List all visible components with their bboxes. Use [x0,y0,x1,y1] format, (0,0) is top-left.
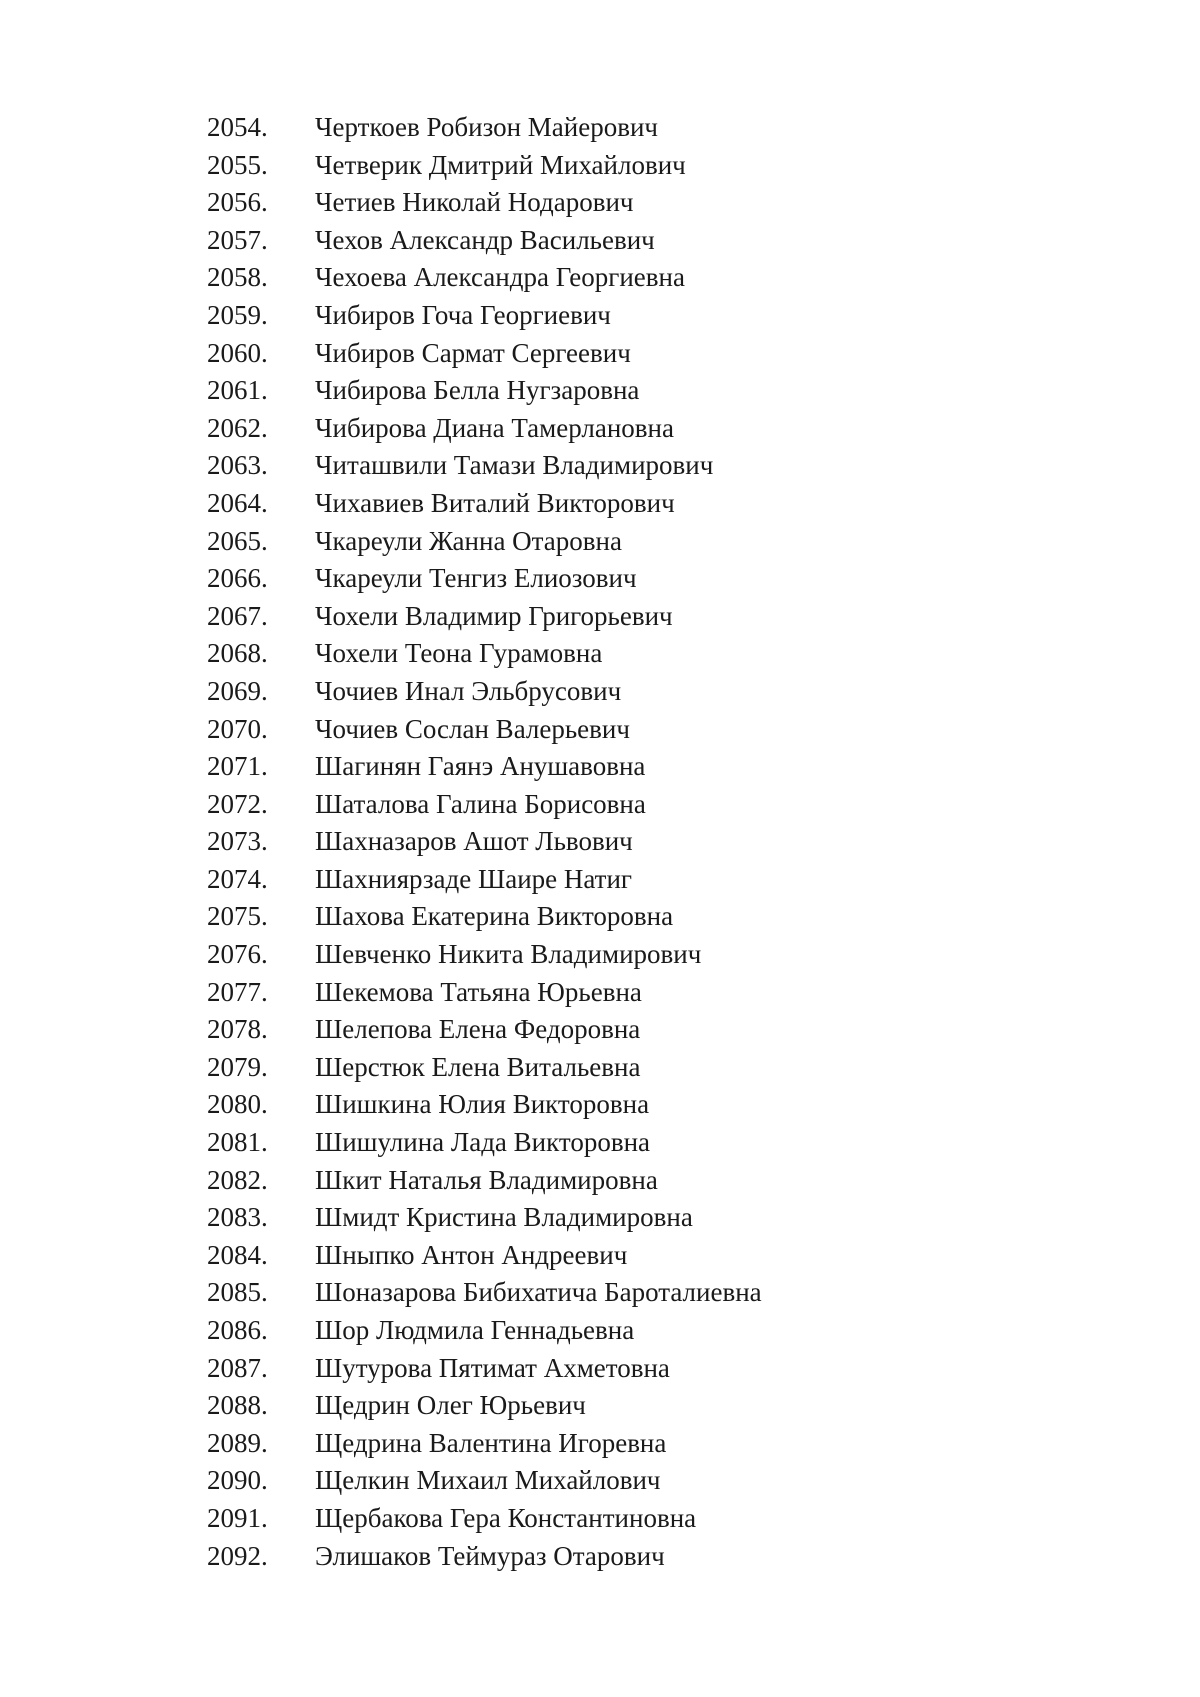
entry-number: 2064. [207,487,268,518]
entry-number: 2058. [207,262,268,293]
entry-number: 2070. [207,713,268,744]
entry-number: 2090. [207,1465,268,1496]
entry-name: Чихавиев Виталий Викторович [315,487,675,518]
entry-name: Щербакова Гера Константиновна [315,1502,697,1533]
entry-name: Шаталова Галина Борисовна [315,788,646,819]
entry-name: Чибиров Сармат Сергеевич [315,337,631,368]
list-item [207,977,762,1015]
list-item [207,563,762,601]
entry-name: Щедрин Олег Юрьевич [315,1390,586,1421]
list-item [207,1240,762,1278]
list-item [207,187,762,225]
list-item [207,1465,762,1503]
entry-name: Чочиев Сослан Валерьевич [315,713,630,744]
entry-name: Чехов Александр Васильевич [315,224,655,255]
entry-number: 2078. [207,1014,268,1045]
list-item [207,676,762,714]
entry-number: 2091. [207,1502,268,1533]
entry-name: Шахниярзаде Шаире Натиг [315,863,632,894]
entry-name: Шныпко Антон Андреевич [315,1239,628,1270]
entry-name: Четверик Дмитрий Михайлович [315,149,686,180]
list-item [207,1052,762,1090]
entry-number: 2068. [207,638,268,669]
entry-number: 2054. [207,112,268,142]
list-item [207,1541,762,1579]
list-item [207,488,762,526]
entry-name: Чочиев Инал Эльбрусович [315,675,622,706]
entry-number: 2060. [207,337,268,368]
entry-name: Шкит Наталья Владимировна [315,1164,658,1195]
entry-name: Чохели Владимир Григорьевич [315,600,673,631]
list-item [207,789,762,827]
entry-name: Шелепова Елена Федоровна [315,1014,641,1045]
entry-name: Щедрина Валентина Игоревна [315,1427,667,1458]
entry-name: Шоназарова Бибихатича Бароталиевна [315,1277,762,1308]
entry-number: 2077. [207,976,268,1007]
entry-number: 2055. [207,149,268,180]
list-item [207,150,762,188]
entry-number: 2071. [207,751,268,782]
entry-name: Шерстюк Елена Витальевна [315,1051,641,1082]
entry-number: 2067. [207,600,268,631]
entry-number: 2069. [207,675,268,706]
list-item [207,526,762,564]
list-item [207,1428,762,1466]
list-item [207,338,762,376]
entry-number: 2075. [207,901,268,932]
entry-number: 2059. [207,299,268,330]
entry-number: 2087. [207,1352,268,1383]
entry-number: 2065. [207,525,268,556]
entry-number: 2092. [207,1540,268,1571]
entry-number: 2061. [207,375,268,406]
list-item [207,1127,762,1165]
entry-number: 2088. [207,1390,268,1421]
entry-number: 2072. [207,788,268,819]
entry-name: Чибирова Белла Нугзаровна [315,375,640,406]
list-item [207,1353,762,1391]
list-item [207,112,762,150]
entry-number: 2079. [207,1051,268,1082]
list-item [207,1315,762,1353]
list-item [207,714,762,752]
list-item [207,1089,762,1127]
list-item [207,1014,762,1052]
list-item [207,1277,762,1315]
entry-number: 2081. [207,1127,268,1158]
list-item [207,1202,762,1240]
entry-name: Чибирова Диана Тамерлановна [315,412,674,443]
entry-name: Шмидт Кристина Владимировна [315,1202,693,1233]
list-item [207,262,762,300]
entry-name: Шахова Екатерина Викторовна [315,901,674,932]
entry-name: Щелкин Михаил Михайлович [315,1465,661,1496]
entry-number: 2080. [207,1089,268,1120]
entry-name: Шишкина Юлия Викторовна [315,1089,650,1120]
list-item [207,225,762,263]
list-item [207,901,762,939]
entry-name: Шахназаров Ашот Львович [315,826,633,857]
list-item [207,413,762,451]
entry-number: 2085. [207,1277,268,1308]
entry-number: 2074. [207,863,268,894]
entry-name: Шор Людмила Геннадьевна [315,1315,635,1345]
entry-name: Шекемова Татьяна Юрьевна [315,976,642,1007]
entry-number: 2076. [207,939,268,970]
entry-name: Чкареули Тенгиз Елиозович [315,563,637,594]
entry-number: 2083. [207,1202,268,1233]
entry-name: Чкареули Жанна Отаровна [315,525,622,556]
list-item [207,638,762,676]
name-list [207,112,762,1578]
entry-number: 2089. [207,1427,268,1458]
entry-name: Четиев Николай Нодарович [315,187,634,218]
entry-name: Шагинян Гаянэ Анушавовна [315,751,646,782]
entry-name: Чехоева Александра Георгиевна [315,262,685,293]
entry-name: Шевченко Никита Владимирович [315,939,702,970]
list-item [207,450,762,488]
entry-name: Черткоев Робизон Майерович [315,112,658,142]
entry-number: 2057. [207,224,268,255]
entry-number: 2082. [207,1164,268,1195]
list-item [207,300,762,338]
entry-number: 2086. [207,1315,268,1345]
entry-name: Шишулина Лада Викторовна [315,1127,651,1158]
list-item [207,601,762,639]
entry-name: Чибиров Гоча Георгиевич [315,299,611,330]
entry-number: 2062. [207,412,268,443]
entry-number: 2063. [207,450,268,481]
list-item [207,864,762,902]
entry-name: Читашвили Тамази Владимирович [315,450,714,481]
entry-name: Шутурова Пятимат Ахметовна [315,1352,670,1383]
list-item [207,1390,762,1428]
list-item [207,375,762,413]
list-item [207,939,762,977]
entry-name: Чохели Теона Гурамовна [315,638,603,669]
entry-number: 2073. [207,826,268,857]
list-item [207,1165,762,1203]
entry-number: 2056. [207,187,268,218]
list-item [207,826,762,864]
list-item [207,751,762,789]
entry-number: 2084. [207,1239,268,1270]
list-item [207,1503,762,1541]
entry-number: 2066. [207,563,268,594]
entry-name: Элишаков Теймураз Отарович [315,1540,665,1571]
